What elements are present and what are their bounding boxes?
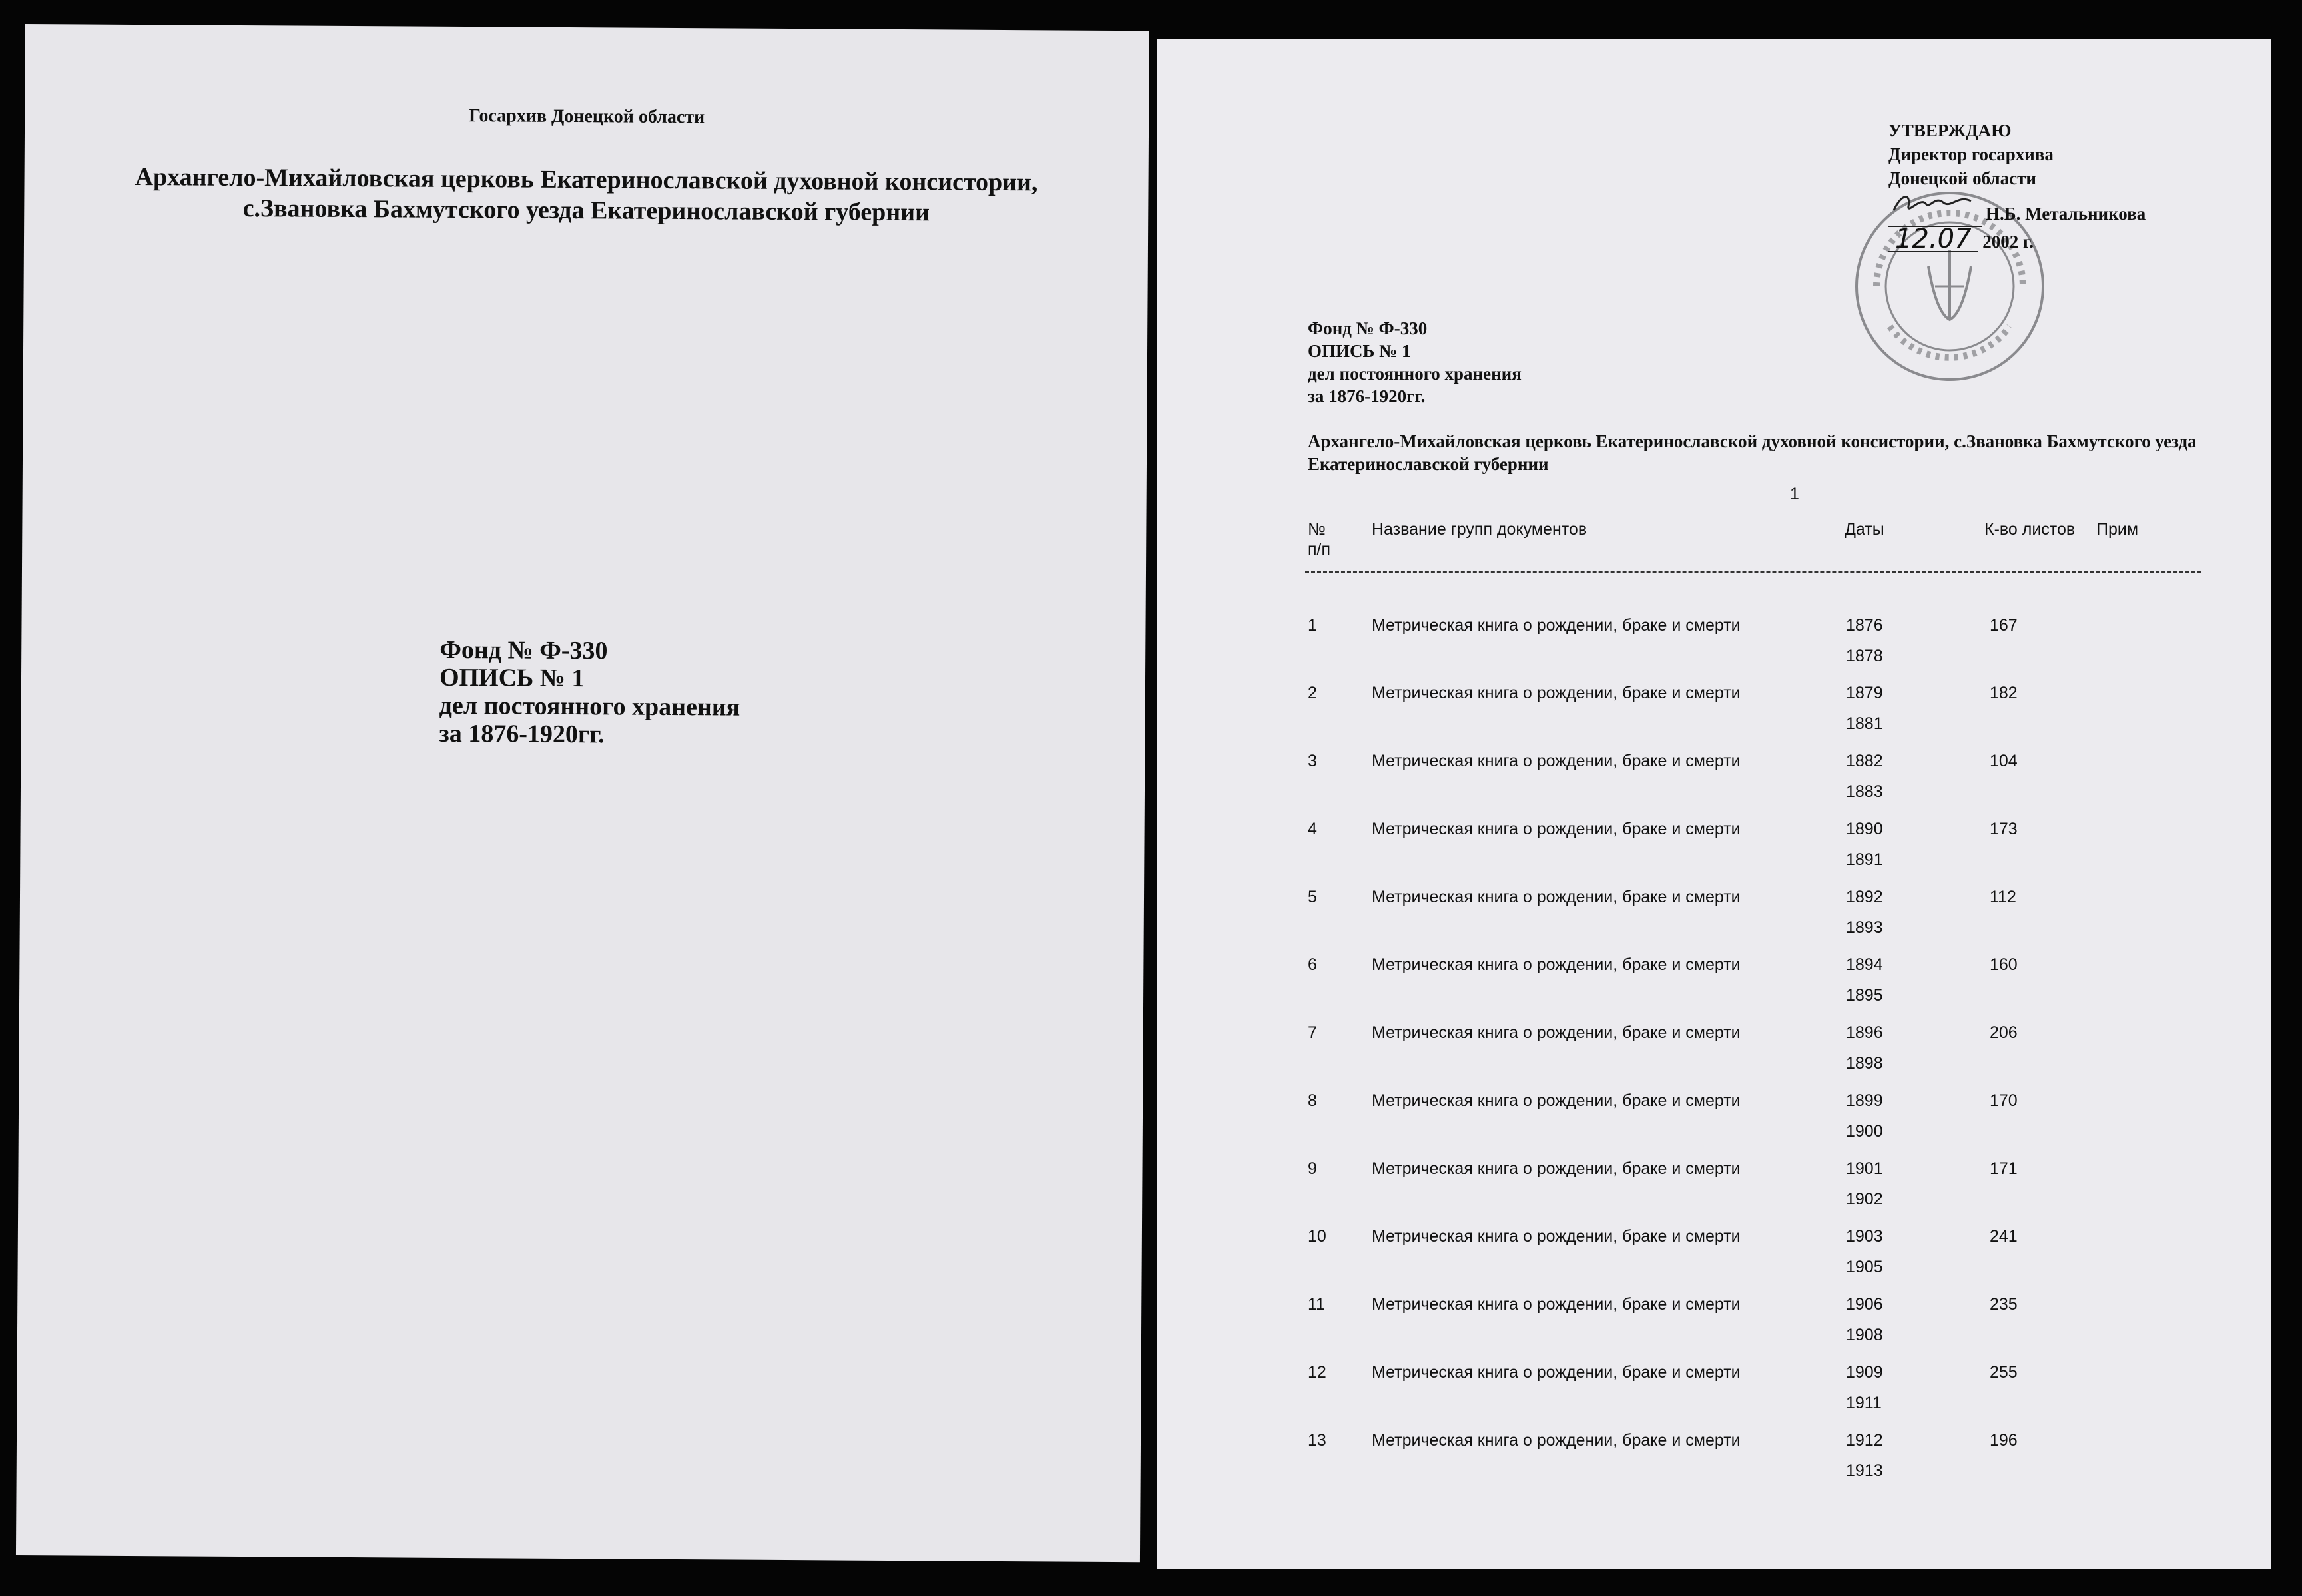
fond-block <box>439 636 740 750</box>
row-date-from: 1901 <box>1846 1159 1883 1178</box>
row-num: 6 <box>1308 955 1317 974</box>
approval-block <box>1888 119 2146 254</box>
row-name: Метрическая книга о рождении, браке и смерти <box>1372 1159 1741 1178</box>
row-date-to: 1893 <box>1846 918 1883 937</box>
row-num: 12 <box>1308 1363 1326 1382</box>
approval-date <box>1888 224 2146 254</box>
row-name: Метрическая книга о рождении, браке и смерти <box>1372 820 1741 838</box>
table-row <box>1308 683 2200 744</box>
period: за 1876-1920гг. <box>439 719 605 749</box>
row-num: 8 <box>1308 1091 1317 1110</box>
header-num-line2: п/п <box>1308 540 1331 559</box>
row-date-from: 1896 <box>1846 1023 1883 1042</box>
header-num <box>1308 519 1330 559</box>
row-name: Метрическая книга о рождении, браке и смерти <box>1372 1363 1741 1382</box>
row-date-from: 1903 <box>1846 1227 1883 1246</box>
table-row <box>1308 1159 2200 1220</box>
row-sheets: 196 <box>1990 1431 2018 1450</box>
table-row <box>1308 751 2200 812</box>
church-title: Архангело-Михайловская церковь Екатеринославской духовной консистории, с.Звановка Бахмутского уезда Екатеринославской губернии <box>135 163 1038 227</box>
signature-line <box>1888 190 2146 227</box>
header-note: Прим <box>2096 520 2139 539</box>
row-date-to: 1881 <box>1846 714 1883 733</box>
row-date-to: 1883 <box>1846 782 1883 801</box>
signer-name: Н.Б. Метальникова <box>1986 204 2146 224</box>
row-name: Метрическая книга о рождении, браке и смерти <box>1372 955 1741 974</box>
row-date-to: 1911 <box>1846 1394 1882 1412</box>
table-row <box>1308 1091 2200 1152</box>
row-sheets: 235 <box>1990 1295 2018 1314</box>
table-row <box>1308 1226 2200 1288</box>
approval-position-2: Донецкой области <box>1888 168 2036 188</box>
storage-type: дел постоянного хранения <box>439 691 740 722</box>
row-num: 2 <box>1308 684 1317 702</box>
table-row <box>1308 1362 2200 1424</box>
header-num-line1: № <box>1308 520 1326 539</box>
row-date-to: 1908 <box>1846 1326 1883 1344</box>
row-name: Метрическая книга о рождении, браке и смерти <box>1372 684 1741 702</box>
table-row <box>1308 1023 2200 1084</box>
table-row <box>1308 1430 2200 1491</box>
row-name: Метрическая книга о рождении, браке и смерти <box>1372 888 1741 906</box>
row-sheets: 167 <box>1990 616 2018 635</box>
table-row <box>1308 819 2200 880</box>
approval-title: УТВЕРЖДАЮ <box>1888 121 2012 140</box>
table-header <box>1308 519 2200 566</box>
row-date-to: 1878 <box>1846 647 1883 665</box>
church-title-right: Архангело-Михайловская церковь Екатеринославской духовной консистории, с.Звановка Бахмутского уезда Екатеринославской губернии <box>1308 431 2197 474</box>
row-sheets: 160 <box>1990 955 2018 974</box>
row-num: 13 <box>1308 1431 1326 1450</box>
row-num: 1 <box>1308 616 1317 635</box>
row-name: Метрическая книга о рождении, браке и смерти <box>1372 1431 1741 1450</box>
row-date-to: 1902 <box>1846 1190 1883 1208</box>
row-sheets: 206 <box>1990 1023 2018 1042</box>
row-sheets: 182 <box>1990 684 2018 702</box>
table-row <box>1308 615 2200 676</box>
row-num: 11 <box>1308 1295 1325 1314</box>
row-name: Метрическая книга о рождении, браке и смерти <box>1372 1295 1741 1314</box>
opis-number: ОПИСЬ № 1 <box>1308 341 1411 361</box>
storage-type: дел постоянного хранения <box>1308 364 1522 384</box>
row-date-from: 1912 <box>1846 1431 1883 1450</box>
row-date-from: 1906 <box>1846 1295 1883 1314</box>
row-num: 4 <box>1308 820 1317 838</box>
table-row <box>1308 955 2200 1016</box>
row-num: 9 <box>1308 1159 1317 1178</box>
row-name: Метрическая книга о рождении, браке и смерти <box>1372 752 1741 770</box>
row-name: Метрическая книга о рождении, браке и смерти <box>1372 1023 1741 1042</box>
title-page <box>16 24 1149 1562</box>
row-date-from: 1876 <box>1846 616 1883 635</box>
header-divider <box>1305 571 2201 573</box>
row-date-to: 1905 <box>1846 1258 1883 1276</box>
row-name: Метрическая книга о рождении, браке и смерти <box>1372 1227 1741 1246</box>
row-num: 10 <box>1308 1227 1326 1246</box>
table-row <box>1308 887 2200 948</box>
handwritten-signature-icon <box>1888 190 1982 227</box>
row-date-from: 1892 <box>1846 888 1883 906</box>
table-row <box>1308 1294 2200 1356</box>
row-date-to: 1900 <box>1846 1122 1883 1141</box>
opis-number: ОПИСЬ № 1 <box>439 663 585 693</box>
row-sheets: 255 <box>1990 1363 2018 1382</box>
approval-year: 2002 г. <box>1982 232 2034 252</box>
approval-position-1: Директор госархива <box>1888 144 2054 164</box>
row-sheets: 104 <box>1990 752 2018 770</box>
fond-number: Фонд № Ф-330 <box>439 635 608 665</box>
row-name: Метрическая книга о рождении, браке и смерти <box>1372 1091 1741 1110</box>
row-date-to: 1895 <box>1846 986 1883 1005</box>
row-date-from: 1899 <box>1846 1091 1883 1110</box>
row-num: 7 <box>1308 1023 1317 1042</box>
row-date-from: 1909 <box>1846 1363 1883 1382</box>
fond-number: Фонд № Ф-330 <box>1308 318 1428 338</box>
row-date-from: 1882 <box>1846 752 1883 770</box>
row-num: 3 <box>1308 752 1317 770</box>
row-date-to: 1891 <box>1846 850 1883 869</box>
row-sheets: 241 <box>1990 1227 2018 1246</box>
row-date-from: 1890 <box>1846 820 1883 838</box>
row-sheets: 112 <box>1990 888 2016 906</box>
row-date-from: 1879 <box>1846 684 1883 702</box>
archive-name: Госархив Донецкой области <box>468 105 705 128</box>
row-sheets: 170 <box>1990 1091 2018 1110</box>
header-count: К-во листов <box>1984 520 2076 539</box>
fond-block-right <box>1308 317 1522 407</box>
row-date-from: 1894 <box>1846 955 1883 974</box>
row-name: Метрическая книга о рождении, браке и смерти <box>1372 616 1741 635</box>
page-number: 1 <box>1790 485 1799 503</box>
header-dates: Даты <box>1845 520 1884 539</box>
period: за 1876-1920гг. <box>1308 386 1426 406</box>
handwritten-date: 12.07 <box>1888 227 1978 252</box>
row-sheets: 173 <box>1990 820 2018 838</box>
header-name: Название групп документов <box>1372 520 1587 539</box>
row-date-to: 1898 <box>1846 1054 1883 1073</box>
row-sheets: 171 <box>1990 1159 2018 1178</box>
row-date-to: 1913 <box>1846 1462 1883 1480</box>
inventory-page <box>1157 39 2271 1569</box>
row-num: 5 <box>1308 888 1317 906</box>
